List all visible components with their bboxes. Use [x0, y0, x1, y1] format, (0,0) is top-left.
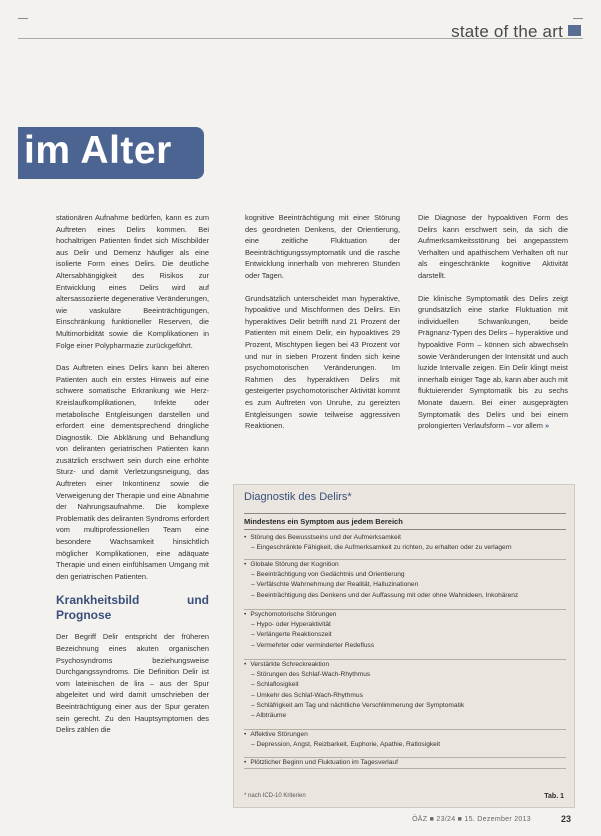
paragraph: kognitive Beeinträchtigung mit einer Störung des geordneten Denkens, der Orientierung, eine zeitliche Fluktuation der Beeinträchtigungssymptomatik und die rasche Entwicklung innerhalb von mehreren Stunden oder Tagen. [245, 213, 400, 280]
paragraph [418, 293, 568, 432]
paragraph: Das Auftreten eines Delirs kann bei älteren Patienten auch ein erstes Hinweis auf eine schwere somatische Erkrankung wie Herz-Kreislaufkomplikationen, Infekte oder metabolische Entgleisungen darstellen und erfordert eine dementsprechend dringliche Diagnostik. Die Abklärung und Behandlung von deliranten geriatrischen Patienten kann zusätzlich erschwert sein durch eine erhöhte Sturz- und damit Verletzungsneigung, das Auftreten einer Inkontinenz sowie die Verweigerung der Therapie und eine Abnahme der Nahrungsaufnahme. Die komplexe Problematik des deliranten Syndroms erfordert vom multiprofessionellen Team eine besondere Wachsamkeit hinsichtlich möglicher Komplikationen, eine adäquate Therapie und einen einfühlsamen Umgang mit den geriatrischen Patienten. [56, 363, 209, 581]
criteria-item: – Eingeschränkte Fähigkeit, die Aufmerksamkeit zu richten, zu erhalten oder zu verlagern [251, 544, 512, 552]
page-number: 23 [560, 814, 571, 824]
text-column-3 [418, 212, 568, 443]
page-title: im Alter [24, 129, 172, 172]
paragraph: Die Diagnose der hypoaktiven Form des Delirs kann erschwert sein, da sich die Aufmerksamkeitsstörung bei angepasstem Verhalten und apathischem Verhalten oft nur als eingeschränkte kognitive Aktivität darstellt. [418, 213, 568, 280]
criteria-section [244, 609, 566, 651]
criteria-item: – Schlaflosigkeit [251, 681, 299, 689]
criteria-item-text: Beeinträchtigung des Denkens und der Auffassung mit oder ohne Wahnideen, Inkohärenz [256, 591, 519, 599]
criteria-item-text: Vermehrter oder verminderter Redefluss [256, 641, 375, 649]
paragraph: Grundsätzlich unterscheidet man hyperaktive, hypoaktive und Mischformen des Delirs. Ein hyperaktives Delir betrifft rund 21 Prozent der Patienten mit einem Delir, ein hypoaktives 29 Prozent, Mischtypen liegen bei 43 Prozent vor und nur in sieben Prozent finden sich keine psychomotorischen Veränderungen. Im Rahmen des hyperaktiven Delirs mit gesteigerter psychomotorischer Aktivität kommt es zum Auftreten von Unruhe, zu gereizten Entgleisungen sowie teilweise aggressiven Reaktionen. [245, 293, 400, 431]
issue-info: ÖÄZ ■ 23/24 ■ 15. Dezember 2013 [412, 816, 531, 823]
criteria-head: • Verstärkte Schreckreaktion [244, 660, 566, 670]
criteria-item-text: Albträume [256, 712, 287, 720]
criteria-item: – Beeinträchtigung von Gedächtnis und Orientierung [251, 571, 405, 579]
box-subtitle: Mindestens ein Symptom aus jedem Bereich [244, 513, 566, 530]
criteria-section [244, 757, 566, 769]
crop-mark-left [18, 18, 28, 19]
criteria-item: – Verlängerte Reaktionszeit [251, 631, 332, 639]
criteria-item-text: Störungen des Schlaf-Wach-Rhythmus [256, 671, 371, 679]
criteria-item: – Albträume [251, 712, 287, 720]
criteria-item-text: Depression, Angst, Reizbarkeit, Euphorie, Apathie, Ratlosigkeit [256, 741, 441, 749]
criteria-head: • Globale Störung der Kognition [244, 560, 566, 570]
continue-mark: » [544, 421, 550, 431]
criteria-head: • Störung des Bewusstseins und der Aufmerksamkeit [244, 533, 566, 543]
table-label: Tab. 1 [544, 793, 564, 800]
criteria-item: – Störungen des Schlaf-Wach-Rhythmus [251, 671, 371, 679]
box-footnote: * nach ICD-10 Kriterien [244, 793, 306, 799]
criteria-item-text: Beeinträchtigung von Gedächtnis und Orientierung [256, 571, 405, 579]
paragraph: Der Begriff Delir entspricht der früheren Bezeichnung eines akuten organischen Psychosyndroms beziehungsweise Durchgangssyndroms. Die Definition Delir ist vom lateinischen de lira – aus der Spur abgeleitet und wird damit umschrieben der Beeinträchtigung einer aus der Spur geraten sein gerecht. Zu den Hauptsymptomen des Delirs zählen die [56, 632, 209, 735]
criteria-item: – Vermehrter oder verminderter Redefluss [251, 641, 375, 649]
criteria-item-text: Umkehr des Schlaf-Wach-Rhythmus [256, 691, 363, 699]
section-marker [568, 25, 581, 36]
subheading: Krankheitsbild und Prognose [56, 593, 209, 623]
criteria-item: – Depression, Angst, Reizbarkeit, Euphorie, Apathie, Ratlosigkeit [251, 741, 441, 749]
criteria-item: – Hypo- oder Hyperaktivität [251, 621, 331, 629]
criteria-section [244, 533, 566, 553]
criteria-item: – Umkehr des Schlaf-Wach-Rhythmus [251, 691, 363, 699]
paragraph-text: Die klinische Symptomatik des Delirs zeigt grundsätzlich eine starke Fluktuation mit individuellen Schwankungen, beide Prägnanz-Typen des Delirs – hyperaktive und hypoaktive Form – können sich abwechseln sowie Veränderungen der Intensität und auch luzide Intervalle zeigen. Ein Delir klingt meist innerhalb einiger Tage ab, kann aber auch mit fluktuierender Symptomatik bis zu sechs Monate dauern. Bei einer ausgeprägten Symptomatik des Delirs und bei einem prolongierten Verlaufsform – vor allem [418, 293, 568, 431]
criteria-head: • Affektive Störungen [244, 730, 566, 740]
criteria-item: – Verfälschte Wahrnehmung der Realität, Halluzinationen [251, 581, 419, 589]
criteria-item-text: Verfälschte Wahrnehmung der Realität, Halluzinationen [256, 581, 419, 589]
criteria-item-text: Schlaflosigkeit [256, 681, 299, 689]
criteria-item: – Beeinträchtigung des Denkens und der Auffassung mit oder ohne Wahnideen, Inkohärenz [251, 591, 519, 599]
criteria-head: • Plötzlicher Beginn und Fluktuation im Tagesverlauf [244, 758, 566, 768]
criteria-head: • Psychomotorische Störungen [244, 610, 566, 620]
criteria-item: – Schläfrigkeit am Tag und nächtliche Verschlimmerung der Symptomatik [251, 701, 465, 709]
text-column-2 [245, 212, 400, 443]
criteria-item-text: Eingeschränkte Fähigkeit, die Aufmerksamkeit zu richten, zu erhalten oder zu verlagern [256, 544, 512, 552]
criteria-item-text: Schläfrigkeit am Tag und nächtliche Verschlimmerung der Symptomatik [256, 701, 465, 709]
box-title: Diagnostik des Delirs* [244, 491, 352, 503]
section-label: state of the art [451, 22, 563, 41]
criteria-section [244, 659, 566, 721]
crop-mark-right [573, 18, 583, 19]
criteria-section [244, 559, 566, 601]
text-column-1 [56, 212, 209, 747]
criteria-item-text: Hypo- oder Hyperaktivität [256, 621, 331, 629]
criteria-item-text: Verlängerte Reaktionszeit [256, 631, 332, 639]
paragraph: stationären Aufnahme bedürfen, kann es zum Auftreten eines Delirs kommen. Bei hochaltrigen Patienten findet sich Mischbilder aus Delir und Demenz häufiger als eine isolierte Form eines Delirs. Die deutliche Altersabhängigkeit des Risikos zur Entwicklung eines Delirs wird auf altersassoziierte degenerative Veränderungen, wie vaskuläre Beeinträchtigungen, Einschränkung funktioneller Reserven, die Multimorbidität sowie die Komplikationen in Folge einer Polypharmazie zurückgeführt. [56, 213, 209, 350]
criteria-section [244, 729, 566, 750]
diagnostik-box [233, 484, 575, 808]
